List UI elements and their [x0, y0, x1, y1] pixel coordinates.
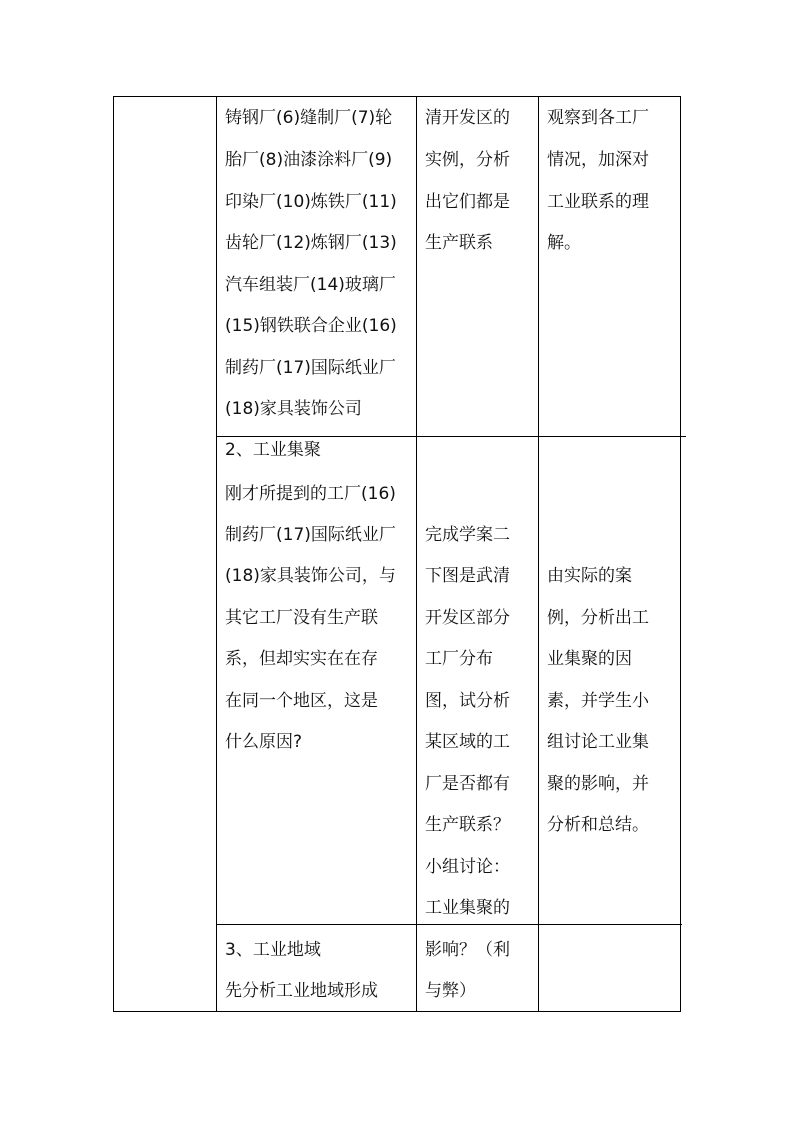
- text-line: 解。: [547, 233, 581, 253]
- text-line: 胎厂(8)油漆涂料厂(9): [225, 150, 393, 170]
- text-line: 某区域的工: [425, 732, 510, 752]
- text-line: 铸钢厂(6)缝制厂(7)轮: [225, 108, 393, 128]
- text-line: 清开发区的: [425, 108, 510, 128]
- text-line: 完成学案二: [425, 525, 510, 545]
- text-line: 工业联系的理: [547, 192, 649, 212]
- text-line: 生产联系？: [425, 815, 510, 835]
- text-line: 汽车组装厂(14)玻璃厂: [225, 275, 396, 295]
- text-line: 影响？（利: [425, 940, 510, 960]
- text-line: 制药厂(17)国际纸业厂: [225, 358, 396, 378]
- text-line: 由实际的案: [547, 566, 632, 586]
- row-divider-1: [216, 436, 686, 437]
- text-line: (18)家具装饰公司，与: [225, 566, 396, 586]
- text-line: 观察到各工厂: [547, 108, 649, 128]
- text-line: 工业集聚的: [425, 898, 510, 918]
- text-line: 刚才所提到的工厂(16): [225, 484, 396, 504]
- section-heading: 3、工业地域: [225, 940, 321, 960]
- text-line: 厂是否都有: [425, 774, 510, 794]
- text-line: 在同一个地区，这是: [225, 691, 378, 711]
- text-line: 实例，分析: [425, 150, 510, 170]
- text-line: 制药厂(17)国际纸业厂: [225, 525, 396, 545]
- text-line: 组讨论工业集: [547, 732, 649, 752]
- text-line: 先分析工业地域形成: [225, 981, 378, 1001]
- text-line: 系，但却实实在在存: [225, 649, 378, 669]
- table-bottom-border: [113, 1011, 681, 1012]
- text-line: 工厂分布: [425, 649, 493, 669]
- text-line: 其它工厂没有生产联: [225, 608, 378, 628]
- text-line: 印染厂(10)炼铁厂(11): [225, 192, 397, 212]
- text-line: 什么原因?: [225, 732, 303, 752]
- text-line: (18)家具装饰公司: [225, 399, 362, 419]
- text-line: 生产联系: [425, 233, 493, 253]
- text-line: 例，分析出工: [547, 608, 649, 628]
- text-line: 情况，加深对: [547, 150, 649, 170]
- text-line: 齿轮厂(12)炼钢厂(13): [225, 233, 397, 253]
- column-divider-2: [416, 96, 417, 1012]
- text-line: 图，试分析: [425, 691, 510, 711]
- table-top-border: [113, 96, 681, 97]
- table-left-border: [113, 96, 114, 1012]
- text-line: 分析和总结。: [547, 815, 649, 835]
- text-line: 小组讨论：: [425, 857, 510, 877]
- text-line: 与弊）: [425, 981, 476, 1001]
- table-right-border: [680, 96, 681, 1012]
- column-divider-3: [538, 96, 539, 1012]
- text-line: 开发区部分: [425, 608, 510, 628]
- column-divider-1: [216, 96, 217, 1012]
- text-line: 业集聚的因: [547, 649, 632, 669]
- row-divider-2: [216, 924, 682, 925]
- text-line: 下图是武清: [425, 566, 510, 586]
- section-heading: 2、工业集聚: [225, 440, 321, 460]
- text-line: 素，并学生小: [547, 691, 649, 711]
- text-line: 聚的影响，并: [547, 774, 649, 794]
- text-line: (15)钢铁联合企业(16): [225, 316, 397, 336]
- text-line: 出它们都是: [425, 192, 510, 212]
